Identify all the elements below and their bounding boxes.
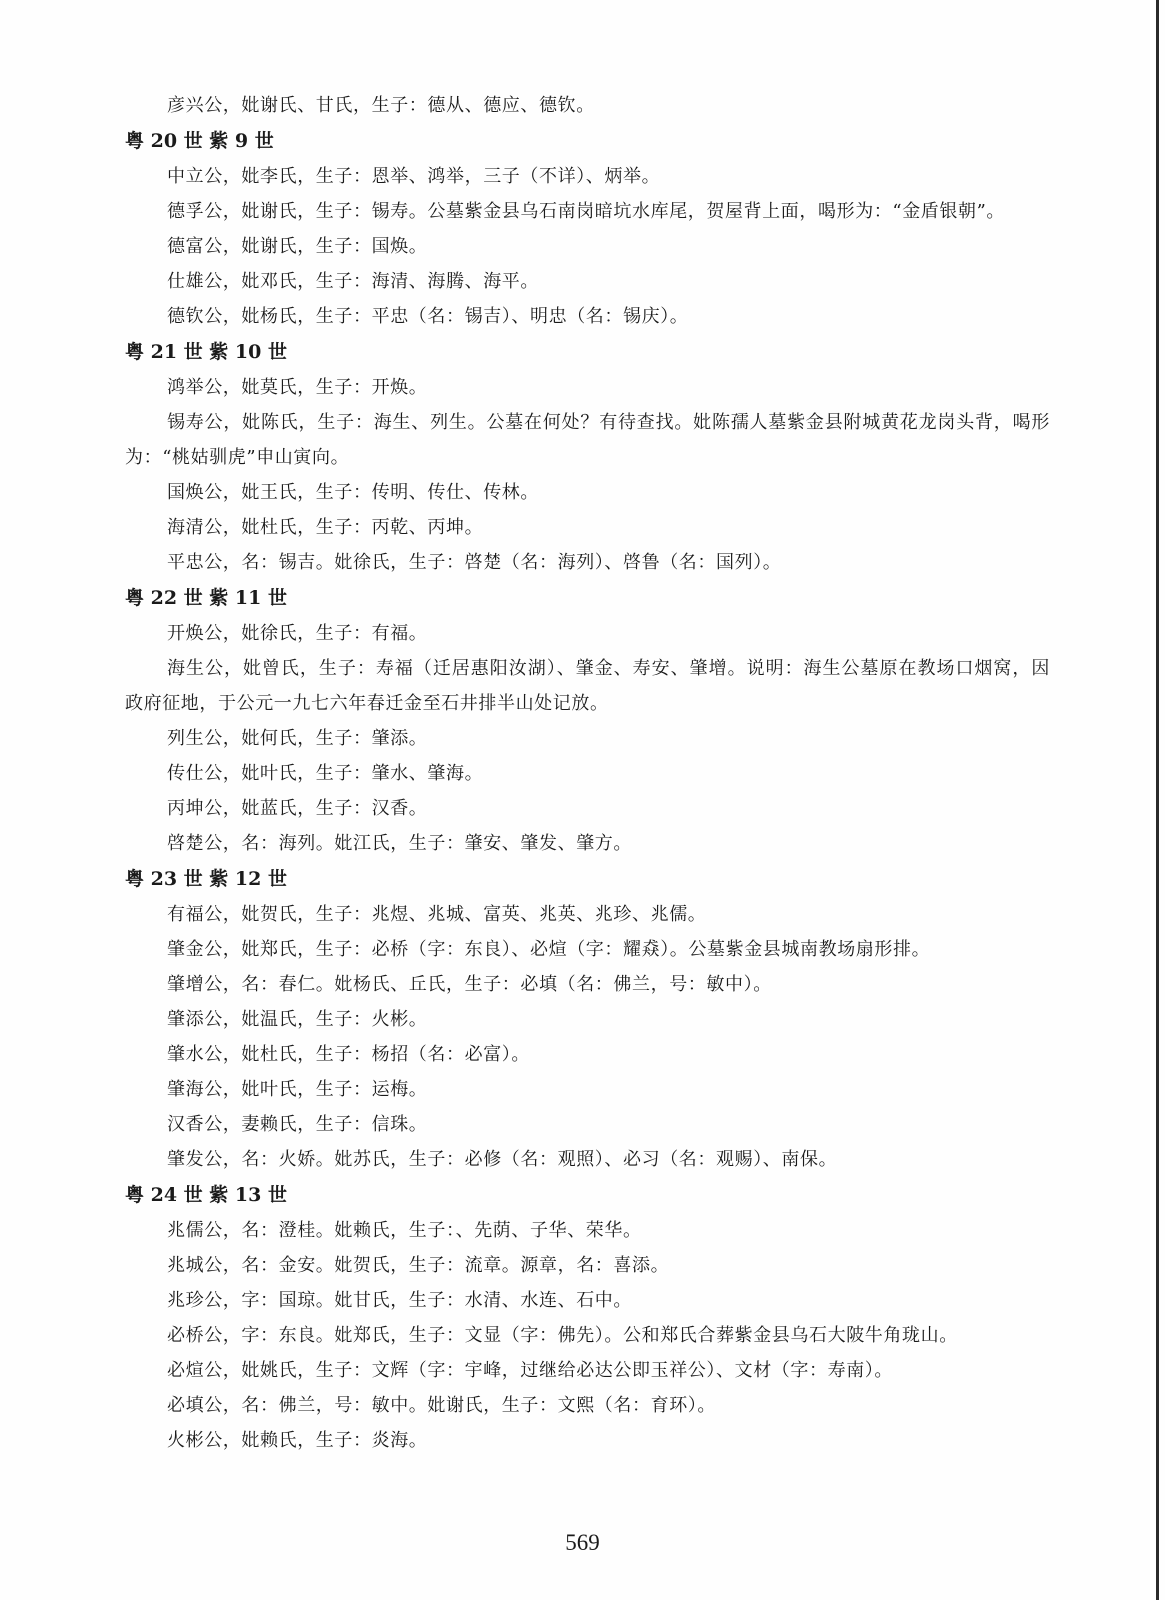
- ancestor-entry: 肇海公，妣叶氏，生子：运梅。: [167, 1079, 428, 1100]
- ancestor-entry: 列生公，妣何氏，生子：肇添。: [167, 728, 428, 749]
- ancestor-entry: 彦兴公，妣谢氏、甘氏，生子：德从、德应、德钦。: [167, 95, 595, 116]
- scan-edge: [1156, 0, 1159, 1600]
- ancestor-entry: 汉香公，妻赖氏，生子：信珠。: [167, 1114, 428, 1135]
- generation-heading: 粤 23 世 紫 12 世: [125, 868, 287, 890]
- generation-heading: 粤 21 世 紫 10 世: [125, 341, 287, 363]
- generation-heading: 粤 24 世 紫 13 世: [125, 1184, 287, 1206]
- genealogy-text: [125, 88, 1050, 1458]
- ancestor-entry: 必煊公，妣姚氏，生子：文辉（字：宇峰，过继给必达公即玉祥公）、文材（字：寿南）。: [167, 1360, 893, 1381]
- ancestor-entry: 肇水公，妣杜氏，生子：杨招（名：必富）。: [167, 1044, 530, 1065]
- generation-section: [125, 88, 1050, 123]
- ancestor-entry: 兆儒公，名：澄桂。妣赖氏，生子：、先荫、子华、荣华。: [167, 1220, 642, 1241]
- ancestor-entry: 海清公，妣杜氏，生子：丙乾、丙坤。: [167, 517, 484, 538]
- ancestor-entry: 传仕公，妣叶氏，生子：肇水、肇海。: [167, 763, 484, 784]
- ancestor-entry: 肇增公，名：春仁。妣杨氏、丘氏，生子：必填（名：佛兰，号：敏中）。: [167, 974, 772, 995]
- ancestor-entry: 开焕公，妣徐氏，生子：有福。: [167, 623, 428, 644]
- ancestor-entry: 丙坤公，妣蓝氏，生子：汉香。: [167, 798, 428, 819]
- ancestor-entry: 肇添公，妣温氏，生子：火彬。: [167, 1009, 428, 1030]
- generation-section: [125, 334, 1050, 580]
- generation-section: [125, 1177, 1050, 1458]
- ancestor-entry: 啓楚公，名：海列。妣江氏，生子：肇安、肇发、肇方。: [167, 833, 632, 854]
- ancestor-entry: 平忠公，名：锡吉。妣徐氏，生子：啓楚（名：海列）、啓鲁（名：国列）。: [167, 552, 782, 573]
- ancestor-entry: 中立公，妣李氏，生子：恩举、鸿举，三子（不详）、炳举。: [167, 166, 661, 187]
- page-number: 569: [565, 1530, 600, 1555]
- ancestor-entry: 肇金公，妣郑氏，生子：必桥（字：东良）、必煊（字：耀猋）。公墓紫金县城南教场扇形排。: [167, 939, 931, 960]
- ancestor-entry: 兆城公，名：金安。妣贺氏，生子：流章。源章，名：喜添。: [167, 1255, 670, 1276]
- generation-section: [125, 123, 1050, 334]
- ancestor-entry: 国焕公，妣王氏，生子：传明、传仕、传林。: [167, 482, 539, 503]
- generation-section: [125, 861, 1050, 1177]
- generation-section: [125, 580, 1050, 861]
- ancestor-entry: 德孚公，妣谢氏，生子：锡寿。公墓紫金县乌石南岗暗坑水库尾，贺屋背上面，喝形为：“金盾银朝”。: [167, 201, 1005, 222]
- ancestor-entry: 仕雄公，妣邓氏，生子：海清、海腾、海平。: [167, 271, 539, 292]
- ancestor-entry: 海生公，妣曾氏，生子：寿福（迁居惠阳汝湖）、肇金、寿安、肇增。说明：海生公墓原在教场口烟窝，因政府征地，于公元一九七六年春迁金至石井排半山处记放。: [125, 658, 1050, 714]
- generation-heading: 粤 20 世 紫 9 世: [125, 130, 274, 152]
- ancestor-entry: 有福公，妣贺氏，生子：兆煜、兆城、富英、兆英、兆珍、兆儒。: [167, 904, 707, 925]
- ancestor-entry: 必桥公，字：东良。妣郑氏，生子：文显（字：佛先）。公和郑氏合葬紫金县乌石大陂牛角珑山。: [167, 1325, 958, 1346]
- ancestor-entry: 德钦公，妣杨氏，生子：平忠（名：锡吉）、明忠（名：锡庆）。: [167, 306, 689, 327]
- ancestor-entry: 兆珍公，字：国琼。妣甘氏，生子：水清、水连、石中。: [167, 1290, 632, 1311]
- ancestor-entry: 锡寿公，妣陈氏，生子：海生、列生。公墓在何处？有待查找。妣陈孺人墓紫金县附城黄花龙岗头背，喝形为：“桃姑驯虎”申山寅向。: [125, 412, 1050, 468]
- ancestor-entry: 鸿举公，妣莫氏，生子：开焕。: [167, 377, 428, 398]
- ancestor-entry: 德富公，妣谢氏，生子：国焕。: [167, 236, 428, 257]
- generation-heading: 粤 22 世 紫 11 世: [125, 587, 287, 609]
- ancestor-entry: 必填公，名：佛兰，号：敏中。妣谢氏，生子：文熙（名：育环）。: [167, 1395, 716, 1416]
- ancestor-entry: 火彬公，妣赖氏，生子：炎海。: [167, 1430, 428, 1451]
- ancestor-entry: 肇发公，名：火娇。妣苏氏，生子：必修（名：观照）、必习（名：观赐）、南保。: [167, 1149, 838, 1170]
